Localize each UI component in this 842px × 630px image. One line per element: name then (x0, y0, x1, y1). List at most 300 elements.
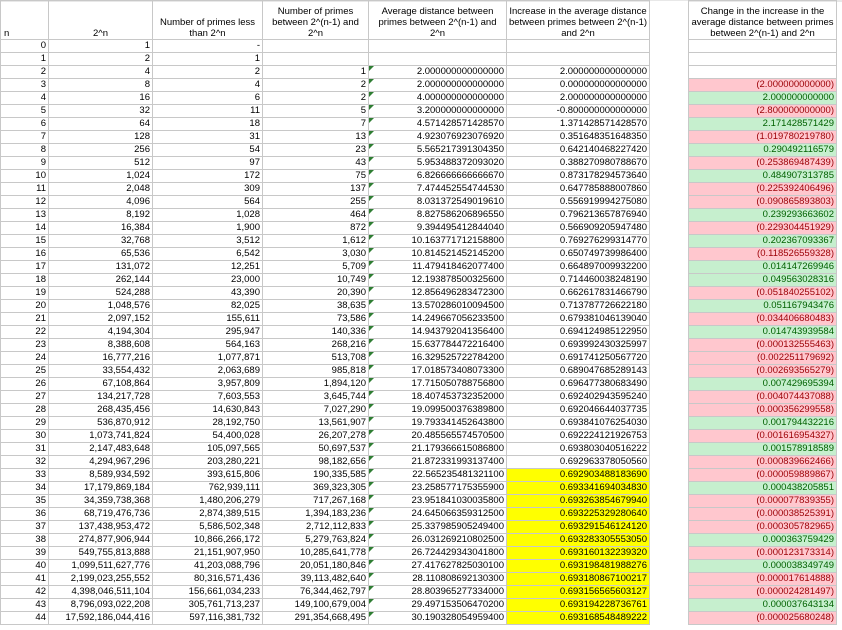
cell-primes-between[interactable]: 1 (263, 66, 369, 79)
cell-n[interactable]: 19 (1, 287, 49, 300)
cell-increase[interactable]: 0.714460038248190 (507, 274, 650, 287)
cell-empty[interactable] (650, 53, 689, 66)
cell-primes-less[interactable]: 3,957,809 (153, 378, 263, 391)
cell-primes-between[interactable]: 2,712,112,833 (263, 521, 369, 534)
cell-change[interactable]: (0.051840255102) (689, 287, 837, 300)
cell-primes-between[interactable]: 149,100,679,004 (263, 599, 369, 612)
cell-primes-between[interactable]: 98,182,656 (263, 456, 369, 469)
cell-power-of-two[interactable]: 128 (49, 131, 153, 144)
cell-power-of-two[interactable]: 549,755,813,888 (49, 547, 153, 560)
cell-power-of-two[interactable]: 17,179,869,184 (49, 482, 153, 495)
cell-power-of-two[interactable]: 524,288 (49, 287, 153, 300)
cell-n[interactable]: 4 (1, 92, 49, 105)
cell-average-distance[interactable]: 26.724429343041800 (369, 547, 507, 560)
cell-n[interactable]: 9 (1, 157, 49, 170)
cell-average-distance[interactable]: 11.479418462077400 (369, 261, 507, 274)
cell-increase[interactable]: 0.691741250567720 (507, 352, 650, 365)
cell-empty[interactable] (650, 339, 689, 352)
cell-change[interactable]: 0.014147269946 (689, 261, 837, 274)
cell-increase[interactable]: 0.693225329280640 (507, 508, 650, 521)
cell-average-distance[interactable]: 9.394495412844040 (369, 222, 507, 235)
cell-empty[interactable] (650, 430, 689, 443)
cell-n[interactable]: 26 (1, 378, 49, 391)
cell-change[interactable]: (0.000017614888) (689, 573, 837, 586)
cell-n[interactable]: 21 (1, 313, 49, 326)
cell-power-of-two[interactable]: 2,097,152 (49, 313, 153, 326)
cell-power-of-two[interactable]: 16 (49, 92, 153, 105)
cell-n[interactable]: 33 (1, 469, 49, 482)
cell-average-distance[interactable]: 22.565235481321100 (369, 469, 507, 482)
cell-increase[interactable]: 0.693198481988276 (507, 560, 650, 573)
cell-change[interactable]: (0.229304451929) (689, 222, 837, 235)
cell-average-distance[interactable]: 14.943792041356400 (369, 326, 507, 339)
cell-primes-between[interactable]: 20,051,180,846 (263, 560, 369, 573)
cell-average-distance[interactable]: 2.000000000000000 (369, 79, 507, 92)
cell-primes-between[interactable]: 985,818 (263, 365, 369, 378)
cell-empty[interactable] (650, 196, 689, 209)
cell-change[interactable]: 0.001794432216 (689, 417, 837, 430)
cell-primes-less[interactable]: 2,063,689 (153, 365, 263, 378)
cell-n[interactable]: 3 (1, 79, 49, 92)
cell-average-distance[interactable]: 17.715050788756800 (369, 378, 507, 391)
cell-change[interactable]: 2.171428571429 (689, 118, 837, 131)
cell-increase[interactable]: 0.693168548489222 (507, 612, 650, 625)
cell-increase[interactable]: 0.664897009932200 (507, 261, 650, 274)
cell-empty[interactable] (650, 534, 689, 547)
cell-change[interactable]: (0.000305782965) (689, 521, 837, 534)
cell-power-of-two[interactable]: 268,435,456 (49, 404, 153, 417)
cell-increase[interactable]: 0.693194228736761 (507, 599, 650, 612)
cell-average-distance[interactable]: 28.110808692130300 (369, 573, 507, 586)
header-primes-less[interactable]: Number of primes less than 2^n (153, 1, 263, 40)
cell-primes-between[interactable] (263, 40, 369, 53)
cell-average-distance[interactable]: 3.200000000000000 (369, 105, 507, 118)
cell-power-of-two[interactable]: 8,388,608 (49, 339, 153, 352)
cell-primes-between[interactable]: 1,894,120 (263, 378, 369, 391)
cell-increase[interactable]: 0.351648351648350 (507, 131, 650, 144)
cell-increase[interactable]: 0.693841076254030 (507, 417, 650, 430)
cell-n[interactable]: 10 (1, 170, 49, 183)
cell-primes-less[interactable]: 28,192,750 (153, 417, 263, 430)
cell-primes-less[interactable]: 2,874,389,515 (153, 508, 263, 521)
cell-n[interactable]: 36 (1, 508, 49, 521)
cell-power-of-two[interactable]: 134,217,728 (49, 391, 153, 404)
cell-change[interactable]: 0.000363759429 (689, 534, 837, 547)
cell-power-of-two[interactable]: 32,768 (49, 235, 153, 248)
cell-empty[interactable] (650, 352, 689, 365)
cell-empty[interactable] (650, 118, 689, 131)
cell-power-of-two[interactable]: 131,072 (49, 261, 153, 274)
cell-empty[interactable] (650, 183, 689, 196)
cell-primes-less[interactable]: 762,939,111 (153, 482, 263, 495)
cell-average-distance[interactable]: 21.872331993137400 (369, 456, 507, 469)
cell-primes-less[interactable]: 564,163 (153, 339, 263, 352)
cell-change[interactable]: (0.004074437088) (689, 391, 837, 404)
header-n[interactable]: n (1, 1, 49, 40)
cell-change[interactable]: (0.000132555463) (689, 339, 837, 352)
cell-n[interactable]: 43 (1, 599, 49, 612)
cell-primes-between[interactable]: 2 (263, 92, 369, 105)
cell-increase[interactable]: 0.662617831466790 (507, 287, 650, 300)
cell-change[interactable]: 0.049563028316 (689, 274, 837, 287)
cell-average-distance[interactable]: 20.485565574570500 (369, 430, 507, 443)
cell-change[interactable]: 0.202367093367 (689, 235, 837, 248)
cell-empty[interactable] (650, 92, 689, 105)
cell-empty[interactable] (650, 170, 689, 183)
cell-primes-less[interactable]: 295,947 (153, 326, 263, 339)
cell-primes-between[interactable]: 20,390 (263, 287, 369, 300)
cell-primes-between[interactable]: 1,394,183,236 (263, 508, 369, 521)
cell-primes-between[interactable]: 5 (263, 105, 369, 118)
cell-primes-less[interactable]: 6 (153, 92, 263, 105)
cell-empty[interactable] (650, 365, 689, 378)
cell-power-of-two[interactable]: 8,796,093,022,208 (49, 599, 153, 612)
cell-primes-less[interactable]: 1,077,871 (153, 352, 263, 365)
cell-change[interactable]: (2.800000000000) (689, 105, 837, 118)
cell-primes-between[interactable]: 255 (263, 196, 369, 209)
cell-n[interactable]: 2 (1, 66, 49, 79)
cell-primes-less[interactable]: 82,025 (153, 300, 263, 313)
cell-increase[interactable]: 0.873178294573640 (507, 170, 650, 183)
cell-increase[interactable] (507, 53, 650, 66)
cell-primes-less[interactable]: 393,615,806 (153, 469, 263, 482)
cell-n[interactable]: 39 (1, 547, 49, 560)
cell-primes-less[interactable]: 23,000 (153, 274, 263, 287)
cell-empty[interactable] (650, 443, 689, 456)
cell-primes-less[interactable]: 172 (153, 170, 263, 183)
cell-n[interactable]: 31 (1, 443, 49, 456)
header-primes-between[interactable]: Number of primes between 2^(n-1) and 2^n (263, 1, 369, 40)
cell-primes-between[interactable]: 50,697,537 (263, 443, 369, 456)
cell-primes-between[interactable]: 140,336 (263, 326, 369, 339)
cell-empty[interactable] (650, 105, 689, 118)
cell-primes-less[interactable]: 80,316,571,436 (153, 573, 263, 586)
cell-increase[interactable]: 0.689047685289143 (507, 365, 650, 378)
cell-change[interactable]: (0.000038525391) (689, 508, 837, 521)
cell-empty[interactable] (650, 547, 689, 560)
cell-change[interactable]: (0.034406680483) (689, 313, 837, 326)
cell-primes-between[interactable]: 13,561,907 (263, 417, 369, 430)
cell-change[interactable]: (0.002251179692) (689, 352, 837, 365)
cell-n[interactable]: 11 (1, 183, 49, 196)
cell-primes-less[interactable]: 54,400,028 (153, 430, 263, 443)
cell-increase[interactable]: 0.000000000000000 (507, 79, 650, 92)
cell-n[interactable]: 13 (1, 209, 49, 222)
cell-primes-less[interactable]: 105,097,565 (153, 443, 263, 456)
cell-empty[interactable] (650, 599, 689, 612)
cell-change[interactable]: (0.000077839355) (689, 495, 837, 508)
cell-primes-less[interactable]: 11 (153, 105, 263, 118)
cell-change[interactable]: 0.007429695394 (689, 378, 837, 391)
cell-power-of-two[interactable]: 4 (49, 66, 153, 79)
cell-primes-between[interactable]: 5,709 (263, 261, 369, 274)
cell-power-of-two[interactable]: 262,144 (49, 274, 153, 287)
cell-increase[interactable]: 0.692402943595240 (507, 391, 650, 404)
cell-primes-less[interactable]: 97 (153, 157, 263, 170)
cell-empty[interactable] (650, 326, 689, 339)
cell-average-distance[interactable]: 18.407453732352000 (369, 391, 507, 404)
cell-primes-between[interactable]: 43 (263, 157, 369, 170)
cell-primes-less[interactable]: 6,542 (153, 248, 263, 261)
cell-primes-less[interactable]: 156,661,034,233 (153, 586, 263, 599)
cell-increase[interactable]: 0.796213657876940 (507, 209, 650, 222)
cell-change[interactable]: 0.000037643134 (689, 599, 837, 612)
cell-empty[interactable] (650, 586, 689, 599)
cell-n[interactable]: 15 (1, 235, 49, 248)
cell-primes-less[interactable]: 1,480,206,279 (153, 495, 263, 508)
cell-power-of-two[interactable]: 2,048 (49, 183, 153, 196)
cell-empty[interactable] (650, 235, 689, 248)
cell-average-distance[interactable]: 26.031269210802500 (369, 534, 507, 547)
cell-change[interactable]: 0.000438205851 (689, 482, 837, 495)
cell-power-of-two[interactable]: 137,438,953,472 (49, 521, 153, 534)
cell-n[interactable]: 35 (1, 495, 49, 508)
cell-average-distance[interactable]: 12.856496283472300 (369, 287, 507, 300)
cell-average-distance[interactable]: 7.474452554744530 (369, 183, 507, 196)
cell-primes-less[interactable]: 41,203,088,796 (153, 560, 263, 573)
cell-change[interactable]: (2.000000000000) (689, 79, 837, 92)
cell-primes-between[interactable]: 13 (263, 131, 369, 144)
cell-change[interactable]: (0.000839662466) (689, 456, 837, 469)
cell-power-of-two[interactable]: 4,194,304 (49, 326, 153, 339)
cell-power-of-two[interactable]: 4,398,046,511,104 (49, 586, 153, 599)
cell-average-distance[interactable]: 4.000000000000000 (369, 92, 507, 105)
cell-n[interactable]: 6 (1, 118, 49, 131)
cell-change[interactable] (689, 40, 837, 53)
cell-primes-less[interactable]: 597,116,381,732 (153, 612, 263, 625)
cell-power-of-two[interactable]: 34,359,738,368 (49, 495, 153, 508)
cell-average-distance[interactable]: 13.570286010094500 (369, 300, 507, 313)
cell-average-distance[interactable]: 21.179366615086800 (369, 443, 507, 456)
cell-primes-between[interactable]: 26,207,278 (263, 430, 369, 443)
cell-average-distance[interactable]: 2.000000000000000 (369, 66, 507, 79)
cell-empty[interactable] (650, 560, 689, 573)
cell-empty[interactable] (650, 144, 689, 157)
cell-average-distance[interactable]: 6.826666666666670 (369, 170, 507, 183)
cell-empty[interactable] (650, 222, 689, 235)
cell-average-distance[interactable]: 25.337985905249400 (369, 521, 507, 534)
cell-empty[interactable] (650, 521, 689, 534)
cell-n[interactable]: 34 (1, 482, 49, 495)
cell-primes-less[interactable]: 7,603,553 (153, 391, 263, 404)
cell-n[interactable]: 0 (1, 40, 49, 53)
cell-power-of-two[interactable]: 16,777,216 (49, 352, 153, 365)
cell-empty[interactable] (650, 157, 689, 170)
cell-change[interactable]: 0.001578918589 (689, 443, 837, 456)
cell-n[interactable]: 18 (1, 274, 49, 287)
cell-primes-less[interactable]: 43,390 (153, 287, 263, 300)
cell-change[interactable]: (0.118526559328) (689, 248, 837, 261)
cell-primes-between[interactable]: 3,645,744 (263, 391, 369, 404)
cell-primes-less[interactable]: 54 (153, 144, 263, 157)
cell-power-of-two[interactable]: 2 (49, 53, 153, 66)
cell-change[interactable]: (0.090865893803) (689, 196, 837, 209)
cell-empty[interactable] (650, 287, 689, 300)
cell-average-distance[interactable]: 17.018573408073300 (369, 365, 507, 378)
cell-change[interactable]: (0.002693565279) (689, 365, 837, 378)
cell-n[interactable]: 7 (1, 131, 49, 144)
cell-empty[interactable] (650, 573, 689, 586)
cell-primes-less[interactable]: 1,028 (153, 209, 263, 222)
header-empty-column[interactable] (650, 1, 689, 40)
cell-power-of-two[interactable]: 16,384 (49, 222, 153, 235)
cell-n[interactable]: 24 (1, 352, 49, 365)
cell-increase[interactable]: 0.679381046139040 (507, 313, 650, 326)
cell-average-distance[interactable]: 23.258577175355900 (369, 482, 507, 495)
cell-average-distance[interactable]: 14.249667056233500 (369, 313, 507, 326)
cell-increase[interactable]: 0.693803040516222 (507, 443, 650, 456)
cell-n[interactable]: 30 (1, 430, 49, 443)
cell-increase[interactable]: 0.650749739986400 (507, 248, 650, 261)
cell-primes-between[interactable]: 268,216 (263, 339, 369, 352)
cell-increase[interactable]: 0.388270980788670 (507, 157, 650, 170)
cell-increase[interactable]: 0.642140468227420 (507, 144, 650, 157)
cell-increase[interactable]: 0.692903488183690 (507, 469, 650, 482)
cell-primes-between[interactable]: 5,279,763,824 (263, 534, 369, 547)
cell-primes-less[interactable]: - (153, 40, 263, 53)
cell-change[interactable]: 0.000038349749 (689, 560, 837, 573)
cell-n[interactable]: 42 (1, 586, 49, 599)
cell-empty[interactable] (650, 417, 689, 430)
cell-n[interactable]: 29 (1, 417, 49, 430)
cell-empty[interactable] (650, 261, 689, 274)
cell-average-distance[interactable]: 23.951841030035800 (369, 495, 507, 508)
header-change[interactable]: Change in the increase in the average distance between primes between 2^(n-1) and 2^n (689, 1, 837, 40)
cell-change[interactable] (689, 53, 837, 66)
cell-primes-less[interactable]: 2 (153, 66, 263, 79)
cell-empty[interactable] (650, 404, 689, 417)
cell-primes-between[interactable]: 1,612 (263, 235, 369, 248)
cell-primes-between[interactable]: 2 (263, 79, 369, 92)
cell-primes-less[interactable]: 203,280,221 (153, 456, 263, 469)
cell-power-of-two[interactable]: 1,073,741,824 (49, 430, 153, 443)
cell-power-of-two[interactable]: 67,108,864 (49, 378, 153, 391)
cell-n[interactable]: 44 (1, 612, 49, 625)
cell-increase[interactable]: 0.692046644037735 (507, 404, 650, 417)
cell-increase[interactable]: 0.713787726622180 (507, 300, 650, 313)
cell-average-distance[interactable]: 28.803965277334000 (369, 586, 507, 599)
cell-power-of-two[interactable]: 4,096 (49, 196, 153, 209)
cell-empty[interactable] (650, 612, 689, 625)
cell-primes-between[interactable]: 137 (263, 183, 369, 196)
cell-increase[interactable]: 0.693156565603127 (507, 586, 650, 599)
cell-average-distance[interactable]: 4.923076923076920 (369, 131, 507, 144)
cell-change[interactable]: (0.000059889867) (689, 469, 837, 482)
cell-increase[interactable]: 0.692224121926753 (507, 430, 650, 443)
cell-primes-less[interactable]: 18 (153, 118, 263, 131)
cell-primes-less[interactable]: 14,630,843 (153, 404, 263, 417)
cell-n[interactable]: 20 (1, 300, 49, 313)
cell-change[interactable]: 0.014743939584 (689, 326, 837, 339)
cell-primes-between[interactable]: 369,323,305 (263, 482, 369, 495)
cell-primes-between[interactable]: 10,749 (263, 274, 369, 287)
cell-primes-less[interactable]: 21,151,907,950 (153, 547, 263, 560)
cell-power-of-two[interactable]: 33,554,432 (49, 365, 153, 378)
cell-n[interactable]: 22 (1, 326, 49, 339)
cell-power-of-two[interactable]: 1,048,576 (49, 300, 153, 313)
cell-change[interactable]: 0.239293663602 (689, 209, 837, 222)
cell-primes-less[interactable]: 305,761,713,237 (153, 599, 263, 612)
cell-increase[interactable]: 0.693283305553050 (507, 534, 650, 547)
cell-power-of-two[interactable]: 64 (49, 118, 153, 131)
cell-primes-less[interactable]: 1,900 (153, 222, 263, 235)
cell-primes-less[interactable]: 564 (153, 196, 263, 209)
cell-increase[interactable]: 0.693341694034830 (507, 482, 650, 495)
cell-average-distance[interactable]: 12.193878500325600 (369, 274, 507, 287)
cell-primes-between[interactable]: 7,027,290 (263, 404, 369, 417)
cell-average-distance[interactable]: 10.814521452145200 (369, 248, 507, 261)
cell-empty[interactable] (650, 508, 689, 521)
cell-average-distance[interactable]: 15.637784472216400 (369, 339, 507, 352)
cell-average-distance[interactable]: 5.565217391304350 (369, 144, 507, 157)
cell-increase[interactable]: 0.693263854679940 (507, 495, 650, 508)
cell-empty[interactable] (650, 482, 689, 495)
cell-change[interactable]: 2.000000000000 (689, 92, 837, 105)
cell-average-distance[interactable] (369, 40, 507, 53)
cell-change[interactable]: 0.484907313785 (689, 170, 837, 183)
cell-increase[interactable]: 0.693180867100217 (507, 573, 650, 586)
cell-power-of-two[interactable]: 4,294,967,296 (49, 456, 153, 469)
cell-n[interactable]: 37 (1, 521, 49, 534)
cell-n[interactable]: 12 (1, 196, 49, 209)
cell-primes-between[interactable]: 73,586 (263, 313, 369, 326)
cell-n[interactable]: 16 (1, 248, 49, 261)
cell-primes-between[interactable] (263, 53, 369, 66)
cell-primes-between[interactable]: 3,030 (263, 248, 369, 261)
cell-primes-less[interactable]: 31 (153, 131, 263, 144)
cell-average-distance[interactable]: 30.190328054959400 (369, 612, 507, 625)
cell-power-of-two[interactable]: 65,536 (49, 248, 153, 261)
cell-increase[interactable]: 2.000000000000000 (507, 66, 650, 79)
cell-average-distance[interactable]: 29.497153506470200 (369, 599, 507, 612)
cell-empty[interactable] (650, 456, 689, 469)
cell-empty[interactable] (650, 378, 689, 391)
cell-primes-less[interactable]: 12,251 (153, 261, 263, 274)
cell-empty[interactable] (650, 79, 689, 92)
cell-average-distance[interactable]: 19.793341452643800 (369, 417, 507, 430)
cell-primes-between[interactable]: 872 (263, 222, 369, 235)
cell-primes-less[interactable]: 309 (153, 183, 263, 196)
cell-average-distance[interactable] (369, 53, 507, 66)
cell-empty[interactable] (650, 391, 689, 404)
cell-primes-between[interactable]: 39,113,482,640 (263, 573, 369, 586)
cell-increase[interactable]: -0.800000000000000 (507, 105, 650, 118)
cell-empty[interactable] (650, 40, 689, 53)
cell-empty[interactable] (650, 209, 689, 222)
cell-n[interactable]: 41 (1, 573, 49, 586)
header-power-of-two[interactable]: 2^n (49, 1, 153, 40)
cell-power-of-two[interactable]: 8 (49, 79, 153, 92)
cell-change[interactable]: 0.290492116579 (689, 144, 837, 157)
cell-primes-between[interactable]: 513,708 (263, 352, 369, 365)
cell-change[interactable]: (1.019780219780) (689, 131, 837, 144)
cell-primes-between[interactable]: 7 (263, 118, 369, 131)
cell-primes-between[interactable]: 190,335,585 (263, 469, 369, 482)
cell-empty[interactable] (650, 313, 689, 326)
cell-average-distance[interactable]: 8.827586206896550 (369, 209, 507, 222)
cell-change[interactable] (689, 66, 837, 79)
cell-primes-between[interactable]: 76,344,462,797 (263, 586, 369, 599)
cell-primes-between[interactable]: 23 (263, 144, 369, 157)
cell-empty[interactable] (650, 274, 689, 287)
cell-power-of-two[interactable]: 1,024 (49, 170, 153, 183)
cell-power-of-two[interactable]: 8,192 (49, 209, 153, 222)
cell-power-of-two[interactable]: 512 (49, 157, 153, 170)
cell-power-of-two[interactable]: 256 (49, 144, 153, 157)
cell-average-distance[interactable]: 19.099500376389800 (369, 404, 507, 417)
cell-primes-between[interactable]: 75 (263, 170, 369, 183)
cell-average-distance[interactable]: 8.031372549019610 (369, 196, 507, 209)
